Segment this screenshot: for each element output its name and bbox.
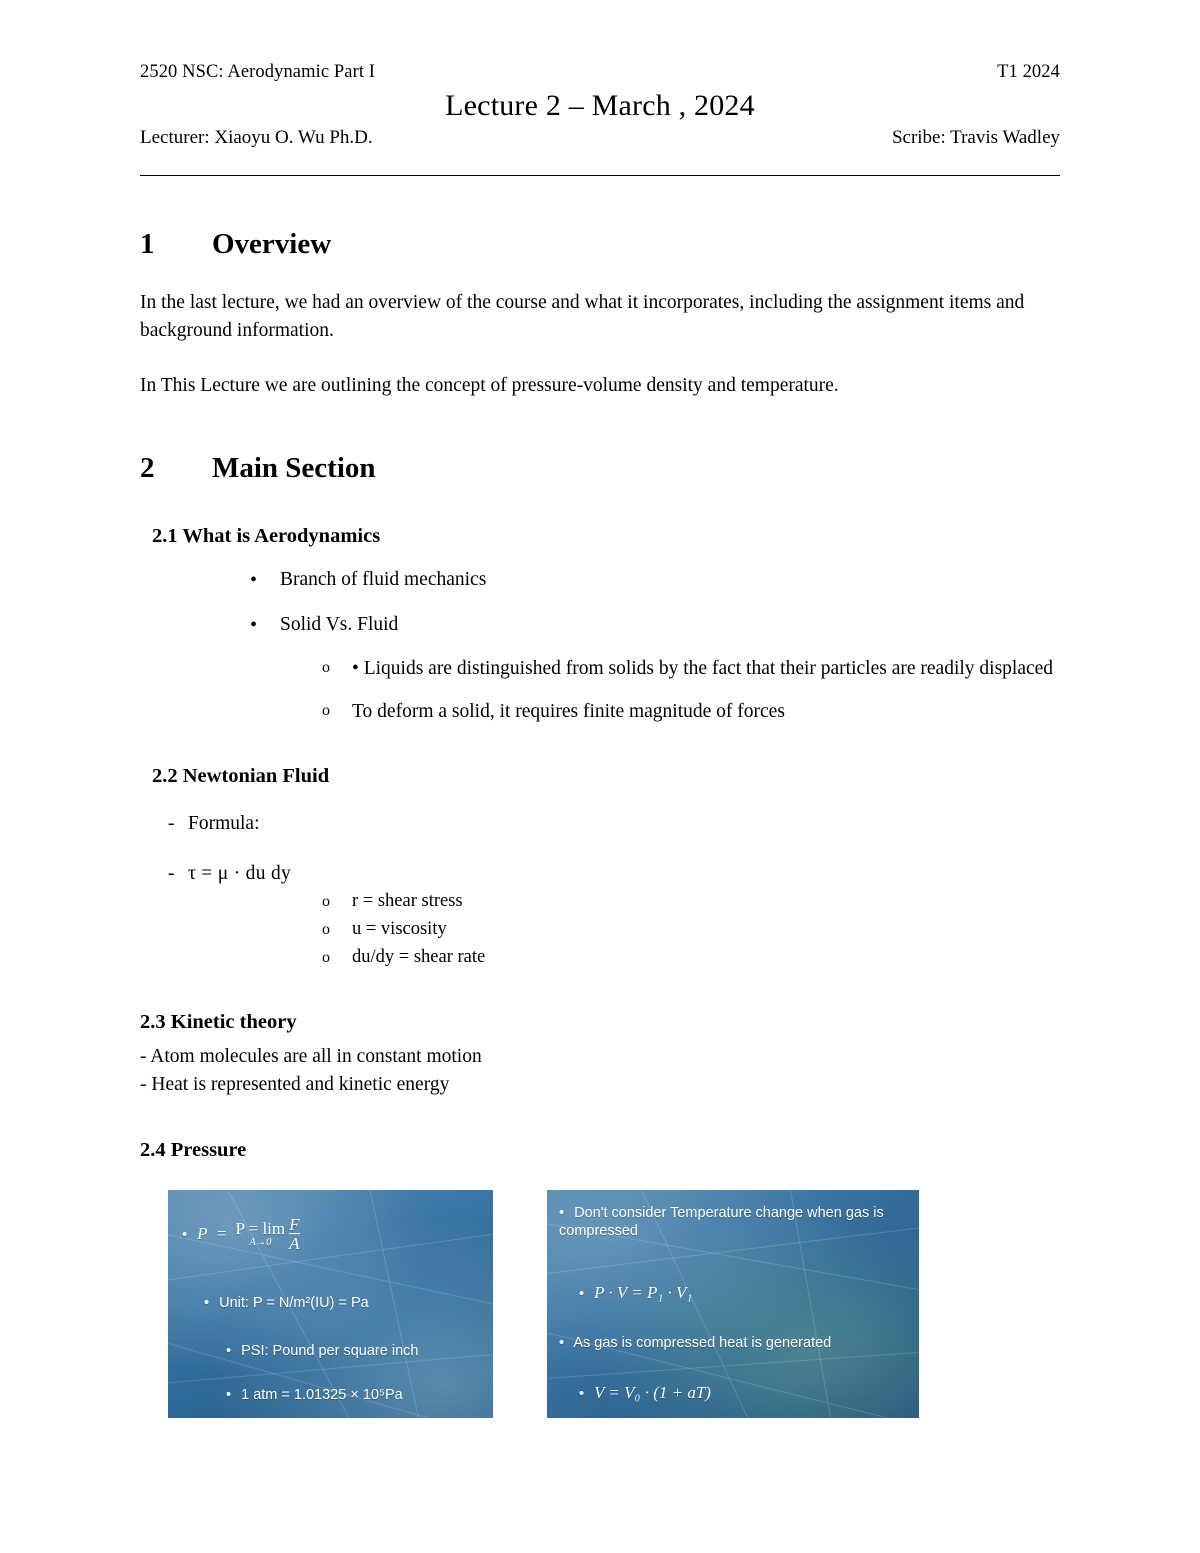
slide-left-formula-1 xyxy=(182,1216,300,1254)
slide-left-line-2 xyxy=(204,1294,369,1313)
subsection-2-2-heading: 2.2 Newtonian Fluid xyxy=(152,765,330,788)
list-item: o r = shear stress xyxy=(140,889,1060,915)
subsection-2-1-heading: 2.1 What is Aerodynamics xyxy=(152,525,381,548)
subsection-2-1-sub-list xyxy=(140,655,1060,726)
pressure-slide-images xyxy=(140,1190,1060,1418)
unit-text: Unit: P = N/m²(IU) = Pa xyxy=(219,1294,369,1311)
heat-note: As gas is compressed heat is generated xyxy=(573,1334,832,1351)
slide-right-line-4 xyxy=(579,1382,711,1404)
slide-right-line-2 xyxy=(579,1282,692,1304)
list-item: - Formula: xyxy=(140,810,1060,837)
subsection-2-3-line-2: - Heat is represented and kinetic energy xyxy=(140,1074,450,1096)
bullet-glyph: • xyxy=(559,1334,565,1351)
bullet-glyph: • xyxy=(579,1385,585,1402)
subsection-2-2-sub-list xyxy=(140,889,1060,971)
boyle-law-formula: P · V = P₁ · V₁ xyxy=(594,1282,693,1302)
atm-text: 1 atm = 1.01325 × 10⁵Pa xyxy=(241,1386,403,1403)
section-1-paragraph-1: In the last lecture, we had an overview of the course and what it incorporates, including the assignment items and background information. xyxy=(140,292,1025,341)
section-2-heading xyxy=(140,452,1060,485)
bullet-glyph: • xyxy=(226,1386,232,1403)
list-item: - τ = μ · du dy xyxy=(140,860,1060,887)
lim-subscript: A→0 xyxy=(249,1237,272,1249)
lecturer-name: Lecturer: Xiaoyu O. Wu Ph.D. xyxy=(140,127,373,148)
scribe-name: Scribe: Travis Wadley xyxy=(891,127,1060,148)
section-2-number: 2 xyxy=(140,452,155,485)
fraction-numerator: F xyxy=(289,1214,300,1234)
subsection-2-1-bullet-list xyxy=(140,566,1060,639)
limit-block xyxy=(236,1220,286,1249)
list-item: o • Liquids are distinguished from solids by the fact that their particles are readily displaced xyxy=(140,655,1060,682)
list-item: o u = viscosity xyxy=(140,917,1060,943)
document-content xyxy=(140,62,1060,1418)
bullet-glyph: • xyxy=(579,1285,585,1302)
term-label: T1 2024 xyxy=(997,62,1060,82)
bullet-glyph: • xyxy=(204,1294,210,1311)
course-title: 2520 NSC: Aerodynamic Part I xyxy=(140,62,376,82)
byline-row xyxy=(140,127,1060,149)
psi-text: PSI: Pound per square inch xyxy=(241,1342,419,1359)
bullet-glyph: • xyxy=(559,1204,565,1221)
force-over-area-fraction xyxy=(289,1216,299,1254)
section-1-title: Overview xyxy=(212,228,332,260)
section-1-heading xyxy=(140,228,1060,261)
slide-left-line-4 xyxy=(226,1386,403,1405)
volume-expansion-formula: V = V₀ · (1 + aT) xyxy=(594,1382,711,1402)
list-item: o To deform a solid, it requires finite magnitude of forces xyxy=(140,698,1060,725)
bullet-glyph: • xyxy=(182,1226,188,1243)
pressure-definition-slide xyxy=(168,1190,493,1418)
gas-compression-slide xyxy=(547,1190,919,1418)
lim-label: P = lim xyxy=(235,1219,286,1239)
section-1-paragraph-2: In This Lecture we are outlining the concept of pressure-volume density and temperature. xyxy=(140,375,839,397)
subsection-2-3-heading: 2.3 Kinetic theory xyxy=(140,1010,297,1033)
p-symbol: P xyxy=(197,1223,208,1243)
slide-right-line-1 xyxy=(559,1204,907,1242)
subsection-2-2-dash-list xyxy=(140,810,1060,887)
subsection-2-3-line-1: - Atom molecules are all in constant motion xyxy=(140,1045,482,1067)
bullet-glyph: • xyxy=(226,1342,232,1359)
document-header-row xyxy=(140,62,1060,83)
equals-sign: = xyxy=(211,1223,232,1243)
list-item: o du/dy = shear rate xyxy=(140,945,1060,971)
header-divider xyxy=(140,175,1060,176)
list-item: • Solid Vs. Fluid xyxy=(140,611,1060,638)
list-item: • Branch of fluid mechanics xyxy=(140,566,1060,593)
fraction-denominator: A xyxy=(289,1234,300,1254)
section-2-title: Main Section xyxy=(212,452,376,485)
page-title: Lecture 2 – March , 2024 xyxy=(445,89,755,122)
slide-right-line-3 xyxy=(559,1334,831,1353)
temperature-note: Don't consider Temperature change when gas is compressed xyxy=(559,1204,884,1240)
section-1-number: 1 xyxy=(140,228,155,260)
slide-left-line-3 xyxy=(226,1342,418,1361)
subsection-2-4-heading: 2.4 Pressure xyxy=(140,1138,247,1161)
